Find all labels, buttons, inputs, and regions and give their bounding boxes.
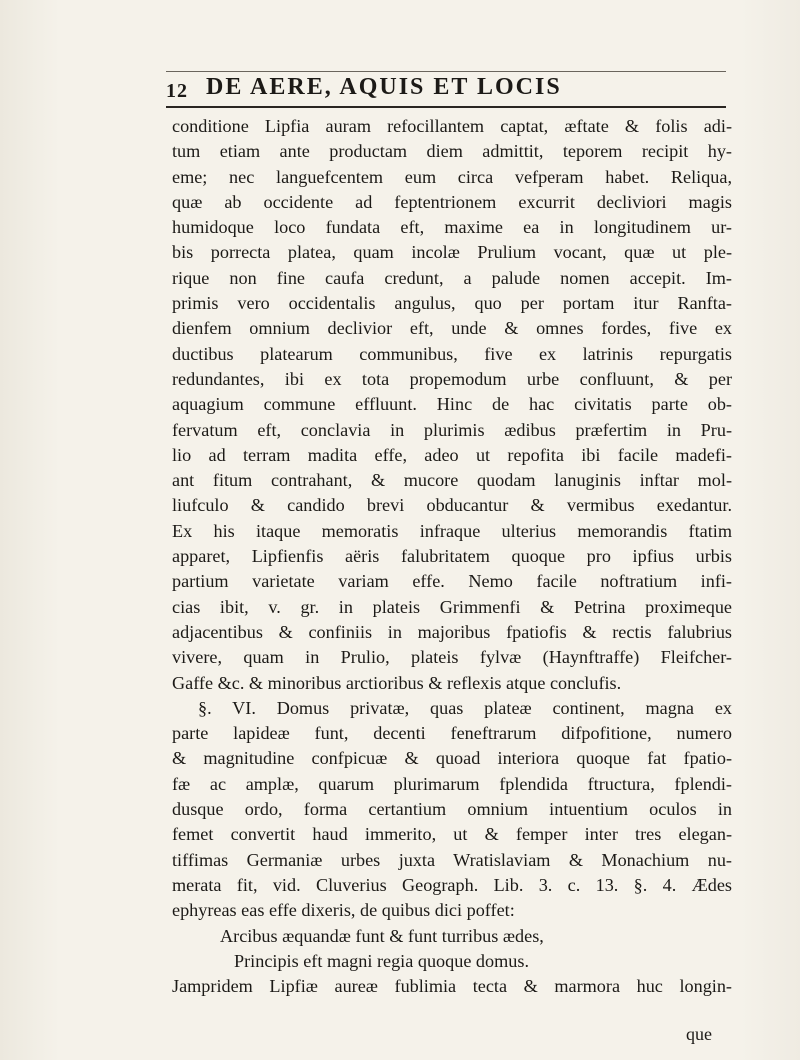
text-line: adjacentibus & confiniis in majoribus fpatiofis & rectis falubrius [172,621,732,642]
catchword: que [686,1024,712,1044]
text-line: ant fitum contrahant, & mucore quodam lanuginis inftar mol- [172,470,732,491]
verse-line: Principis eft magni regia quoque domus. [234,950,529,971]
text-line: tiffimas Germaniæ urbes juxta Wratislaviam & Monachium nu- [172,849,732,870]
text-line: ephyreas eas effe dixeris, de quibus dici poffet: [172,900,515,921]
text-line: humidoque loco fundata eft, maxime ea in longitudinem ur- [172,217,732,238]
text-line: parte lapideæ funt, decenti feneftrarum difpofitione, numero [172,723,732,744]
text-line: rique non fine caufa credunt, a palude nomen accepit. Im- [172,267,732,288]
text-line: liufculo & candido brevi obducantur & vermibus exedantur. [172,495,732,516]
text-line: cias ibit, v. gr. in plateis Grimmenfi & Petrina proximeque [172,596,732,617]
text-line: fervatum eft, conclavia in plurimis ædibus præfertim in Pru- [172,419,732,440]
text-line: vivere, quam in Prulio, plateis fylvæ (Haynftraffe) Fleifcher- [172,647,732,668]
text-line: dienfem omnium declivior eft, unde & omnes fordes, five ex [172,318,732,339]
text-line: femet convertit haud immerito, ut & femper inter tres elegan- [172,824,732,845]
text-line: partium varietate variam effe. Nemo facile noftratium infi- [172,571,732,592]
text-line: aquagium commune effluunt. Hinc de hac civitatis parte ob- [172,394,732,415]
text-line: fæ ac amplæ, quarum plurimarum fplendida ftructura, fplendi- [172,773,732,794]
text-line: apparet, Lipfienfis aëris falubritatem quoque pro ipfius urbis [172,546,732,567]
text-line: conditione Lipfia auram refocillantem captat, æftate & folis adi- [172,116,732,136]
text-line: merata fit, vid. Cluverius Geograph. Lib. 3. c. 13. §. 4. Ædes [172,874,732,895]
text-line: redundantes, ibi ex tota propemodum urbe confluunt, & per [172,368,732,389]
running-head: DE AERE, AQUIS ET LOCIS [206,74,562,100]
body-text [172,114,732,999]
text-line: quæ ab occidente ad feptentrionem excurrit decliviori magis [172,191,732,212]
header-rule [166,106,726,108]
text-line: tum etiam ante productam diem admittit, teporem recipit hy- [172,141,732,162]
text-line: Ex his itaque memoratis infraque ulterius memorandis ftatim [172,520,732,541]
section-heading-line: §. VI. Domus privatæ, quas plateæ continent, magna ex [198,697,732,718]
text-line: bis porrecta platea, quam incolæ Prulium vocant, quæ ut ple- [172,242,732,263]
text-line: & magnitudine confpicuæ & quoad interiora quoque fat fpatio- [172,748,732,769]
page-number: 12 [166,80,188,102]
text-line: primis vero occidentalis angulus, quo per portam itur Ranfta- [172,293,732,314]
text-line: eme; nec languefcentem eum circa vefperam habet. Reliqua, [172,166,732,187]
header-top-rule [166,71,726,72]
page-header [166,72,726,106]
text-line: Gaffe &c. & minoribus arctioribus & reflexis atque conclufis. [172,672,622,693]
text-line: dusque ordo, forma certantium omnium intuentium oculos in [172,799,732,820]
text-line: lio ad terram madita effe, adeo ut repofita ibi facile madefi- [172,444,732,465]
text-line: Jampridem Lipfiæ aureæ fublimia tecta & marmora huc longin- [172,976,732,997]
verse-line: Arcibus æquandæ funt & funt turribus ædes, [220,925,544,946]
text-line: ductibus platearum communibus, five ex latrinis repurgatis [172,343,732,364]
